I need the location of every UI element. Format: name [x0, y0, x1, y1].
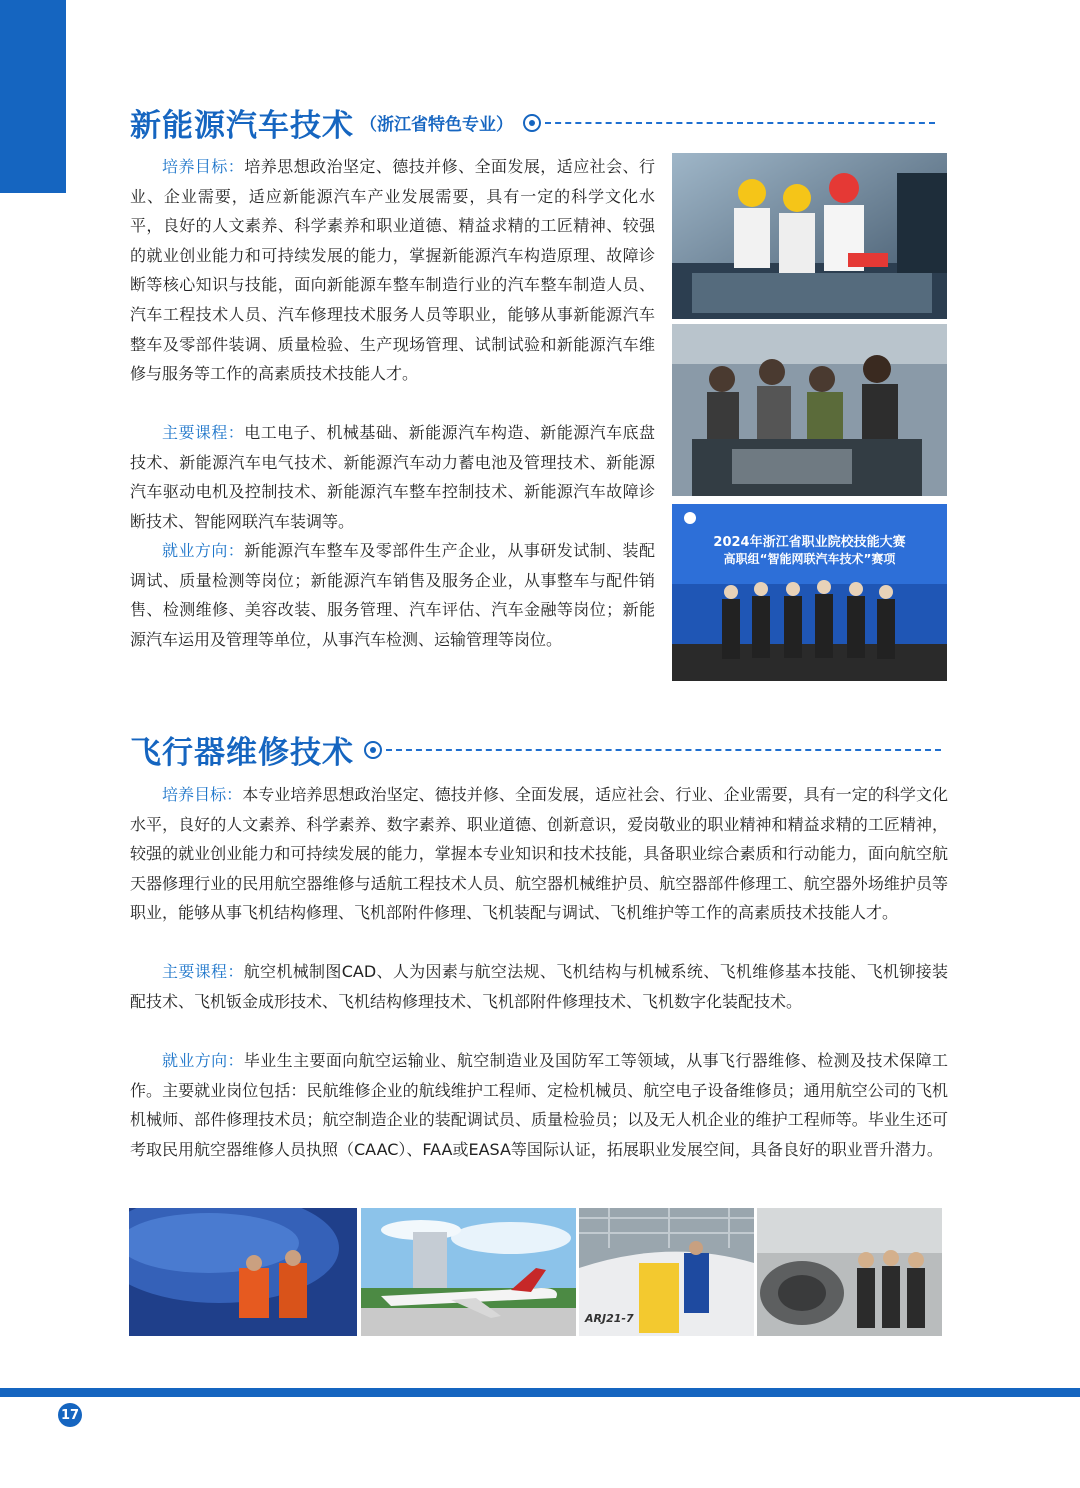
aircraft-goal-paragraph — [130, 780, 948, 928]
goal-text: 培养思想政治坚定、德技并修、全面发展，适应社会、行业、企业需要，适应新能源汽车产业发展需要，具有一定的科学文化水平，良好的人文素养、科学素养和职业道德、精益求精的工匠精神、较强的就业创业能力和可持续发展的能力，掌握新能源汽车构造原理、故障诊断等核心知识与技能，面向新能源车整车制造行业的汽车整车制造人员、汽车工程技术人员、汽车修理技术服务人员等职业，能够从事新能源汽车整车及零部件装调、质量检验、生产现场管理、试制试验和新能源汽车维修与服务等工作的高素质技术技能人才。 — [130, 157, 655, 384]
section-subtitle: （浙江省特色专业） — [360, 115, 513, 135]
section-title-text: 飞行器维修技术 — [130, 735, 354, 771]
photo-arj21-hangar — [579, 1208, 754, 1336]
aircraft-courses-paragraph — [130, 957, 948, 1016]
aircraft-registration-text: ARJ21-7 — [585, 1312, 634, 1325]
title-dashed-line — [386, 749, 941, 751]
goal-label: 培养目标： — [162, 157, 245, 176]
photo-competition-team — [672, 504, 947, 681]
goal-text: 本专业培养思想政治坚定、德技并修、全面发展，适应社会、行业、企业需要，具有一定的科学文化水平，良好的人文素养、科学素养、数字素养、职业道德、创新意识，爱岗敬业的职业精神和精益求精的工匠精神，较强的就业创业能力和可持续发展的能力，掌握本专业知识和技术技能，具备职业综合素质和行动能力，面向航空航天器修理行业的民用航空器维修与适航工程技术人员、航空器机械维护员、航空器部件修理工、航空器外场维护员等职业，能够从事飞机结构修理、飞机部附件修理、飞机装配与调试、飞机维护等工作的高素质技术技能人才。 — [130, 785, 948, 923]
target-icon — [523, 114, 541, 132]
section-title-aircraft — [130, 727, 941, 772]
career-label: 就业方向： — [162, 1051, 244, 1070]
nev-career-paragraph — [130, 536, 655, 654]
photo-students-hardhats — [672, 153, 947, 319]
courses-text: 电工电子、机械基础、新能源汽车构造、新能源汽车底盘技术、新能源汽车电气技术、新能源汽车动力蓄电池及管理技术、新能源汽车驱动电机及控制技术、新能源汽车整车控制技术、新能源汽车故障诊断技术、智能网联汽车装调等。 — [130, 423, 655, 531]
page-number: 17 — [58, 1403, 82, 1427]
section-title-nev — [130, 100, 935, 145]
nev-goal-paragraph — [130, 152, 655, 389]
career-text: 毕业生主要面向航空运输业、航空制造业及国防军工等领域，从事飞行器维修、检测及技术保障工作。主要就业岗位包括：民航维修企业的航线维护工程师、定检机械员、航空电子设备维修员；通用航空公司的飞机机械师、部件修理技术员；航空制造企业的装配调试员、质量检验员；以及无人机企业的维护工程师等。毕业生还可考取民用航空器维修人员执照（CAAC）、FAA或EASA等国际认证，拓展职业发展空间，具备良好的职业晋升潜力。 — [130, 1051, 948, 1159]
courses-label: 主要课程： — [162, 423, 245, 442]
career-text: 新能源汽车整车及零部件生产企业，从事研发试制、装配调试、质量检测等岗位；新能源汽车销售及服务企业，从事整车与配件销售、检测维修、美容改装、服务管理、汽车评估、汽车金融等岗位；新能源汽车运用及管理等单位，从事汽车检测、运输管理等岗位。 — [130, 541, 655, 649]
goal-label: 培养目标： — [162, 785, 243, 804]
title-dashed-line — [545, 122, 935, 124]
aircraft-career-paragraph — [130, 1046, 948, 1164]
corner-accent-bar — [0, 0, 66, 193]
banner-line1: 2024年浙江省职业院校技能大赛 — [713, 535, 906, 550]
courses-text: 航空机械制图CAD、人为因素与航空法规、飞机结构与机械系统、飞机维修基本技能、飞机铆接装配技术、飞机钣金成形技术、飞机结构修理技术、飞机部附件修理技术、飞机数字化装配技术。 — [130, 962, 948, 1011]
photo-engine-workshop — [672, 324, 947, 496]
career-label: 就业方向： — [162, 541, 245, 560]
photo-airliner-campus — [361, 1208, 576, 1336]
courses-label: 主要课程： — [162, 962, 244, 981]
footer-bar — [0, 1388, 1080, 1397]
section-title-text: 新能源汽车技术 — [130, 108, 354, 144]
photo-simulator-maintenance — [129, 1208, 357, 1336]
target-icon — [364, 741, 382, 759]
photo-jet-engine-class — [757, 1208, 942, 1336]
nev-courses-paragraph — [130, 418, 655, 536]
banner-line2: 高职组“智能网联汽车技术”赛项 — [723, 552, 896, 566]
